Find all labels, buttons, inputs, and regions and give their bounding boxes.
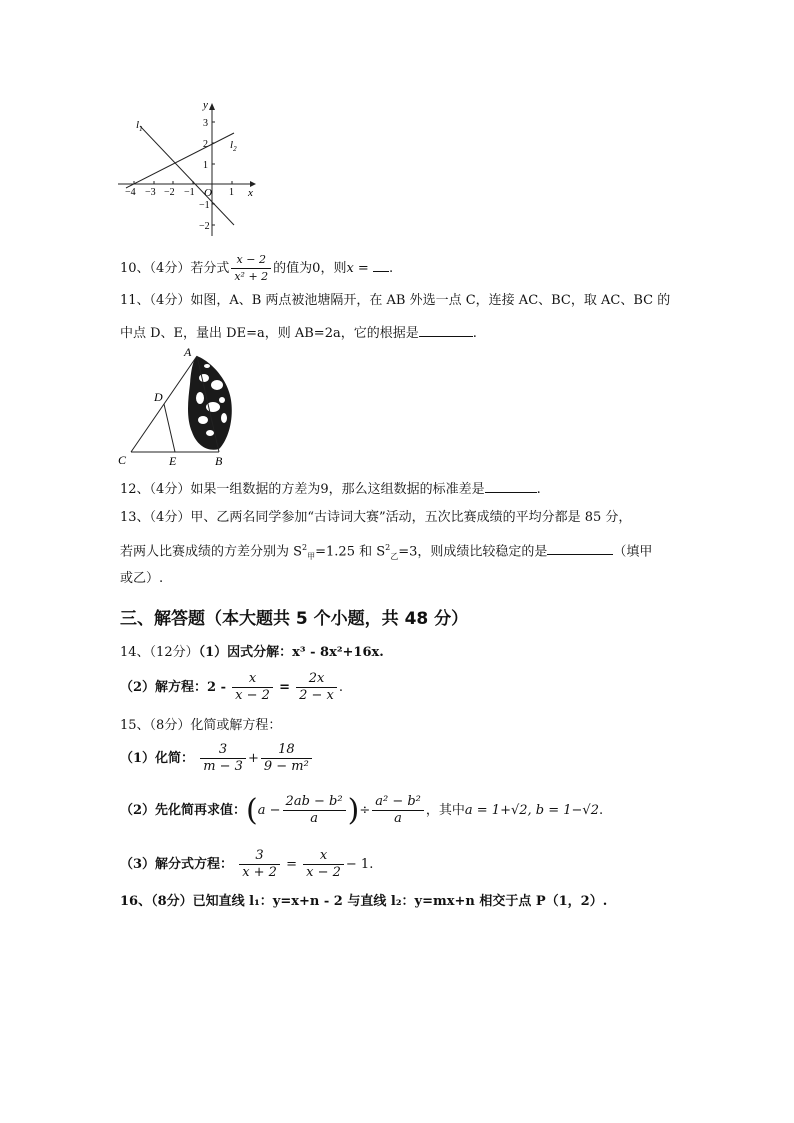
point-label-b: B (215, 454, 223, 468)
line-l2 (126, 133, 234, 188)
point-label-e: E (169, 454, 177, 468)
y-tick-label: 1 (203, 160, 208, 171)
question-15-part3: （3）解分式方程： $\frac{3}{x + 2}$ = $\frac{x}{x - 2}$ − 1. (120, 848, 374, 880)
fraction: $\frac{\text{2ab − b²}}{a}$ (283, 794, 346, 827)
line-l1 (140, 126, 234, 225)
fraction: $\frac{3}{m - 3}$ (200, 742, 246, 775)
y-tick-label: −2 (199, 221, 210, 232)
fraction: $\frac{x - 2}{\text{x² + 2}}$ (231, 252, 271, 285)
question-13-line2: 若两人比赛成绩的方差分别为 $S^2_甲=1.25$ 和 $S^2_乙=3$，则成绩比较稳定的是 （填甲 (120, 538, 652, 567)
x-tick-label: 1 (229, 187, 234, 198)
answer-blank (485, 478, 537, 493)
point-label-a: A (184, 345, 192, 359)
x-tick-label: −4 (125, 187, 136, 198)
question-15-part2: （2）先化简再求值：(a − $\frac{\text{2ab − b²}}{a}$ )÷ $\frac{\text{a² − b²}}{a}$ ，其中a = 1+√2, b = 1−√2. (120, 792, 604, 828)
question-number: 10、 (120, 261, 150, 276)
x-tick-label: −1 (184, 187, 195, 198)
question-11-line1: 11、（4分）如图，A、B 两点被池塘隔开，在 AB 外选一点 C，连接 AC、BC，取 AC、BC 的 (120, 293, 671, 308)
fraction: $\frac{2x}{2 - x}$ (296, 671, 337, 704)
question-13-line1: 13、（4分）甲、乙两名同学参加“古诗词大赛”活动，五次比赛成绩的平均分都是 85 分， (120, 510, 632, 525)
y-tick-label: 2 (203, 139, 208, 150)
question-12: 12、（4分）如果一组数据的方差为9，那么这组数据的标准差是 . (120, 478, 541, 500)
x-axis-label: x (248, 187, 253, 199)
question-11-line2: 中点 D、E，量出 DE=a，则 AB=2a，它的根据是 . (120, 322, 477, 344)
fraction: $\frac{x}{x - 2}$ (303, 848, 344, 881)
question-score: （4分） (149, 261, 191, 276)
y-axis-label: y (203, 99, 208, 111)
question-15-part1: （1）化简： $\frac{3}{m - 3}$ + $\frac{18}{\text{9 − m²}}$ (120, 742, 314, 775)
fraction: $\frac{\text{a² − b²}}{a}$ (372, 794, 424, 827)
y-tick-label: −1 (199, 200, 210, 211)
question-10: 10、（4分）若分式 $\frac{x - 2}{\text{x² + 2}}$ 的值为0，则x = . (120, 253, 394, 283)
coordinate-graph-figure (112, 96, 262, 246)
y-tick-label: 3 (203, 118, 208, 129)
fraction: $\frac{3}{x + 2}$ (239, 848, 280, 881)
question-14-part2: （2）解方程：2 - $\frac{x}{x - 2}$ = $\frac{2x}{2 - x}$ . (120, 671, 344, 703)
answer-blank (419, 322, 473, 337)
pond-triangle-figure (114, 344, 244, 470)
x-tick-label: −2 (164, 187, 175, 198)
y-axis-arrow (209, 103, 215, 110)
question-16: 16、（8分）已知直线 l₁：y=x+n - 2 与直线 l₂：y=mx+n 相交于点 P（1，2）. (120, 894, 608, 909)
section-heading: 三、解答题（本大题共 5 个小题，共 48 分） (120, 609, 469, 629)
origin-label: O (204, 187, 212, 199)
segment-de (164, 404, 175, 452)
question-text: 若分式 (190, 261, 230, 276)
answer-blank (547, 540, 613, 555)
fraction: $\frac{x}{x - 2}$ (232, 671, 273, 704)
question-15: 15、（8分）化简或解方程： (120, 718, 282, 733)
answer-blank (373, 257, 389, 272)
point-label-c: C (118, 453, 127, 467)
l2-label: $l_2$ (230, 139, 237, 153)
point-label-d: D (154, 390, 163, 404)
question-14: 14、（12分）（1）因式分解：x³ - 8x²+16x. (120, 645, 384, 660)
x-tick-label: −3 (145, 187, 156, 198)
fraction: $\frac{18}{\text{9 − m²}}$ (261, 742, 312, 775)
question-13-line3: 或乙）. (120, 571, 164, 586)
l1-label: $l_1$ (136, 119, 143, 133)
